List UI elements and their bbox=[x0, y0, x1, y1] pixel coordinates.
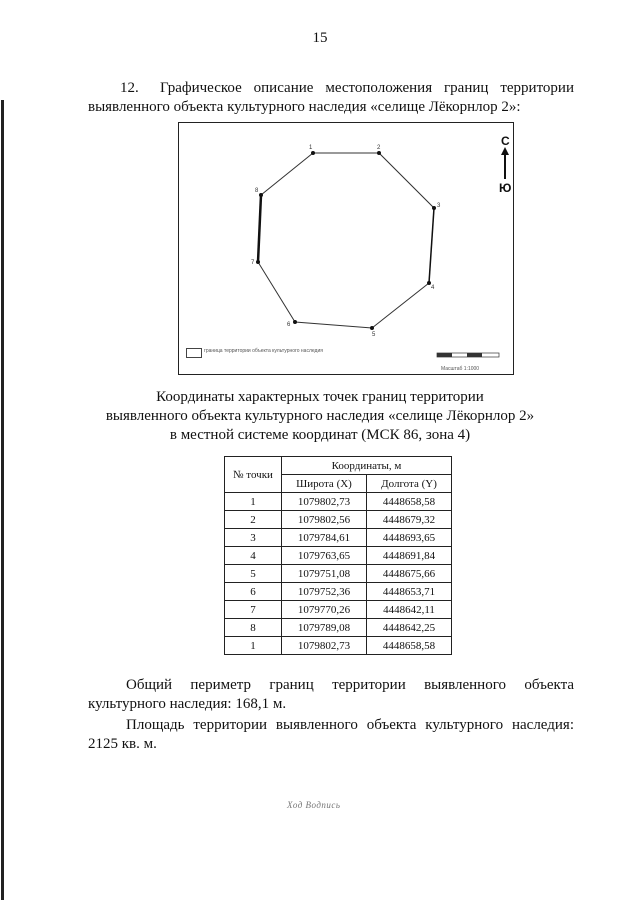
boundary-point-marker bbox=[377, 151, 381, 155]
cell-point: 1 bbox=[225, 493, 282, 511]
boundary-point-label: 6 bbox=[287, 322, 291, 328]
scale-bar-segment bbox=[437, 353, 452, 357]
area-label: Площадь территории выявленного объекта культурного наследия: bbox=[126, 717, 574, 733]
table-row bbox=[225, 547, 452, 565]
section-number: 12. bbox=[120, 80, 139, 96]
cell-point: 6 bbox=[225, 583, 282, 601]
boundary-polygon-svg bbox=[179, 123, 515, 376]
cell-x: 1079752,36 bbox=[282, 583, 367, 601]
coordinates-table bbox=[224, 456, 452, 655]
cell-y: 4448642,11 bbox=[367, 601, 452, 619]
boundary-point-marker bbox=[370, 326, 374, 330]
cell-point: 7 bbox=[225, 601, 282, 619]
boundary-point-marker bbox=[311, 151, 315, 155]
table-row bbox=[225, 565, 452, 583]
cell-x: 1079784,61 bbox=[282, 529, 367, 547]
boundary-point-marker bbox=[432, 206, 436, 210]
perimeter-word: периметр bbox=[190, 677, 252, 693]
table-row bbox=[225, 637, 452, 655]
table-row bbox=[225, 601, 452, 619]
cell-x: 1079751,08 bbox=[282, 565, 367, 583]
north-label: С bbox=[501, 134, 510, 148]
cell-x: 1079789,08 bbox=[282, 619, 367, 637]
area-text bbox=[88, 716, 574, 754]
column-header-point: № точки bbox=[225, 457, 282, 493]
coordinates-heading-line: выявленного объекта культурного наследия «селище Лёкорнлор 2» bbox=[105, 408, 535, 424]
coordinates-heading-line: Координаты характерных точек границ территории bbox=[156, 389, 484, 405]
boundary-point-label: 5 bbox=[372, 332, 376, 338]
boundary-thick-segment bbox=[429, 208, 434, 283]
page-number: 15 bbox=[312, 30, 328, 46]
boundary-map bbox=[178, 122, 514, 375]
cell-point: 1 bbox=[225, 637, 282, 655]
cell-x: 1079763,65 bbox=[282, 547, 367, 565]
boundary-point-marker bbox=[256, 260, 260, 264]
boundary-point-label: 2 bbox=[377, 145, 381, 151]
cell-x: 1079802,73 bbox=[282, 637, 367, 655]
scan-margin-bar bbox=[1, 100, 4, 900]
perimeter-word: территории bbox=[332, 677, 406, 693]
cell-point: 8 bbox=[225, 619, 282, 637]
section-title: Графическое описание местоположения границ территории выявленного объекта культурного наследия «селище Лёкорнлор 2»: bbox=[88, 80, 574, 115]
scale-bar-segment bbox=[467, 353, 482, 357]
cell-point: 3 bbox=[225, 529, 282, 547]
perimeter-value: культурного наследия: 168,1 м. bbox=[88, 696, 287, 712]
cell-y: 4448679,32 bbox=[367, 511, 452, 529]
boundary-point-label: 7 bbox=[251, 260, 255, 266]
cell-y: 4448658,58 bbox=[367, 637, 452, 655]
column-header-x: Широта (X) bbox=[282, 475, 367, 493]
table-row bbox=[225, 619, 452, 637]
column-header-coords: Координаты, м bbox=[282, 457, 452, 475]
table-row bbox=[225, 493, 452, 511]
cell-y: 4448642,25 bbox=[367, 619, 452, 637]
cell-x: 1079802,56 bbox=[282, 511, 367, 529]
boundary-point-label: 8 bbox=[255, 188, 259, 194]
boundary-point-label: 4 bbox=[431, 285, 435, 291]
table-row bbox=[225, 511, 452, 529]
cell-y: 4448691,84 bbox=[367, 547, 452, 565]
perimeter-word: Общий bbox=[126, 677, 173, 693]
boundary-thick-segment bbox=[258, 195, 261, 262]
cell-x: 1079770,26 bbox=[282, 601, 367, 619]
cell-y: 4448658,58 bbox=[367, 493, 452, 511]
boundary-polygon bbox=[258, 153, 434, 328]
cell-point: 5 bbox=[225, 565, 282, 583]
legend-text: граница территории объекта культурного наследия bbox=[204, 348, 323, 354]
cell-y: 4448653,71 bbox=[367, 583, 452, 601]
perimeter-word: границ bbox=[269, 677, 314, 693]
coordinates-heading bbox=[0, 388, 640, 445]
south-label: Ю bbox=[499, 181, 512, 195]
cell-x: 1079802,73 bbox=[282, 493, 367, 511]
cell-point: 4 bbox=[225, 547, 282, 565]
cell-point: 2 bbox=[225, 511, 282, 529]
boundary-point-label: 3 bbox=[437, 203, 441, 209]
table-row bbox=[225, 529, 452, 547]
cell-y: 4448675,66 bbox=[367, 565, 452, 583]
table-row bbox=[225, 583, 452, 601]
boundary-point-marker bbox=[293, 320, 297, 324]
cell-y: 4448693,65 bbox=[367, 529, 452, 547]
scale-text: Масштаб 1:1000 bbox=[441, 366, 480, 372]
north-arrow-head bbox=[501, 147, 509, 155]
boundary-point-marker bbox=[259, 193, 263, 197]
signature: Ход Водпись bbox=[287, 800, 341, 810]
legend-swatch bbox=[186, 348, 202, 358]
section-heading bbox=[88, 79, 574, 117]
coordinates-heading-line: в местной системе координат (МСК 86, зона 4) bbox=[169, 427, 471, 443]
boundary-point-label: 1 bbox=[309, 145, 313, 151]
perimeter-word: объекта bbox=[524, 677, 574, 693]
perimeter-word: выявленного bbox=[424, 677, 506, 693]
area-value: 2125 кв. м. bbox=[88, 736, 157, 752]
perimeter-text bbox=[88, 676, 574, 714]
column-header-y: Долгота (Y) bbox=[367, 475, 452, 493]
